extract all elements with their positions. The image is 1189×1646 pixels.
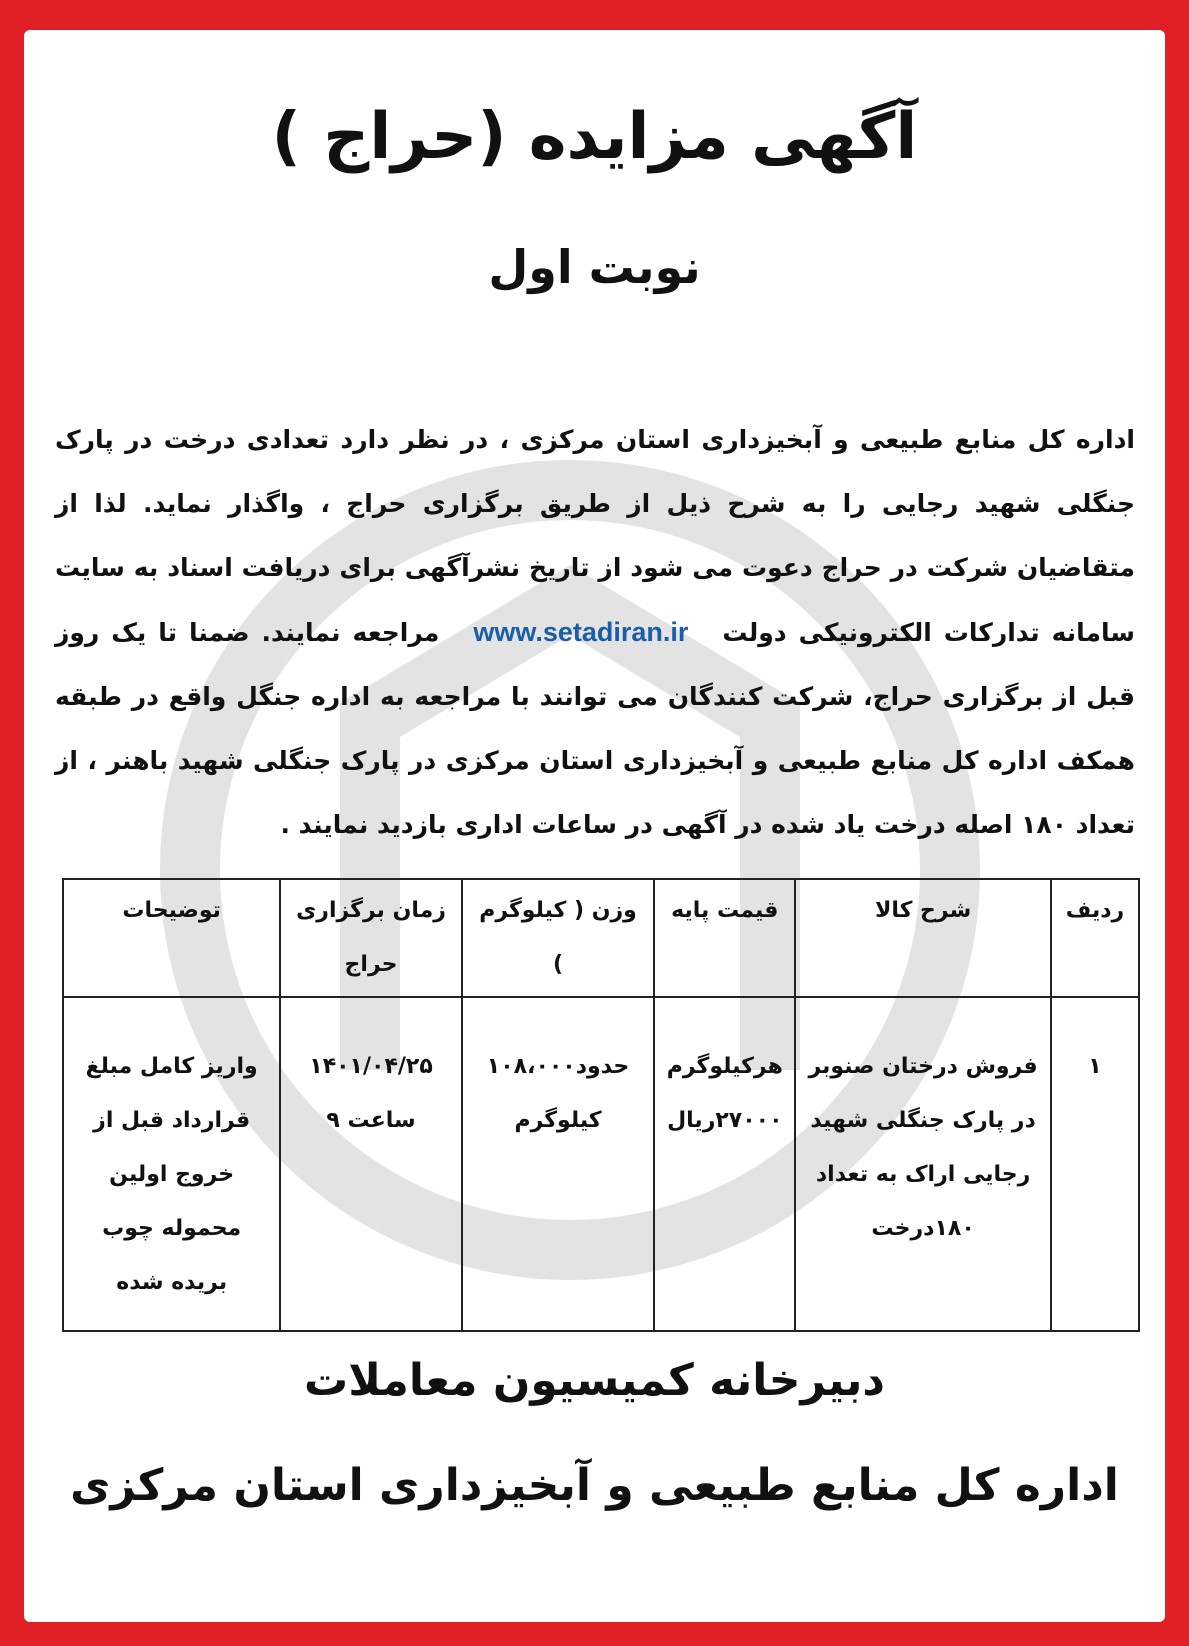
auction-table xyxy=(62,878,1140,1332)
table-row xyxy=(63,997,1139,1331)
footer-secretariat: دبیرخانه کمیسیون معاملات xyxy=(304,1355,885,1406)
cell-weight: حدود۱۰۸،۰۰۰ کیلوگرم xyxy=(462,997,655,1331)
body-text-part2: مراجعه نمایند. ضمنا تا یک روز قبل از برگزاری حراج، شرکت کنندگان می توانند با مراجعه به اداره جنگل واقع در طبقه همکف اداره کل منابع طبیعی و آبخیزداری استان مرکزی در پارک جنگلی شهید باهنر ، از تعداد ۱۸۰ اصله درخت یاد شده در آگهی در ساعات اداری بازدید نمایند . xyxy=(55,618,1135,839)
ad-title: آگهی مزایده (حراج ) xyxy=(271,100,918,174)
cell-row-number: ۱ xyxy=(1051,997,1139,1331)
cell-description: فروش درختان صنوبر در پارک جنگلی شهید رجایی اراک به تعداد ۱۸۰درخت xyxy=(795,997,1051,1331)
cell-base-price: هرکیلوگرم ۲۷۰۰۰ریال xyxy=(654,997,795,1331)
header-base-price: قیمت پایه xyxy=(654,879,795,997)
ad-body xyxy=(55,408,1135,857)
body-text-part1: اداره کل منابع طبیعی و آبخیزداری استان مرکزی ، در نظر دارد تعدادی درخت در پارک جنگلی شهید رجایی را به شرح ذیل از طریق برگزاری حراج ، واگذار نماید. لذا از متقاضیان شرکت در حراج دعوت می شود از تاریخ نشرآگهی برای دریافت اسناد به سایت سامانه تدارکات الکترونیکی دولت xyxy=(55,425,1135,647)
header-time: زمان برگزاری حراج xyxy=(280,879,461,997)
header-description: شرح کالا xyxy=(795,879,1051,997)
footer-organization: اداره کل منابع طبیعی و آبخیزداری استان مرکزی xyxy=(70,1460,1119,1511)
cell-notes: واریز کامل مبلغ قرارداد قبل از خروج اولین محموله چوب بریده شده xyxy=(63,997,280,1331)
cell-time: ۱۴۰۱/۰۴/۲۵ ساعت ۹ xyxy=(280,997,461,1331)
table-header-row xyxy=(63,879,1139,997)
header-weight: وزن ( کیلوگرم ) xyxy=(462,879,655,997)
header-row-number: ردیف xyxy=(1051,879,1139,997)
ad-subtitle: نوبت اول xyxy=(488,240,701,294)
header-notes: توضیحات xyxy=(63,879,280,997)
website-link[interactable]: www.setadiran.ir xyxy=(473,617,689,647)
